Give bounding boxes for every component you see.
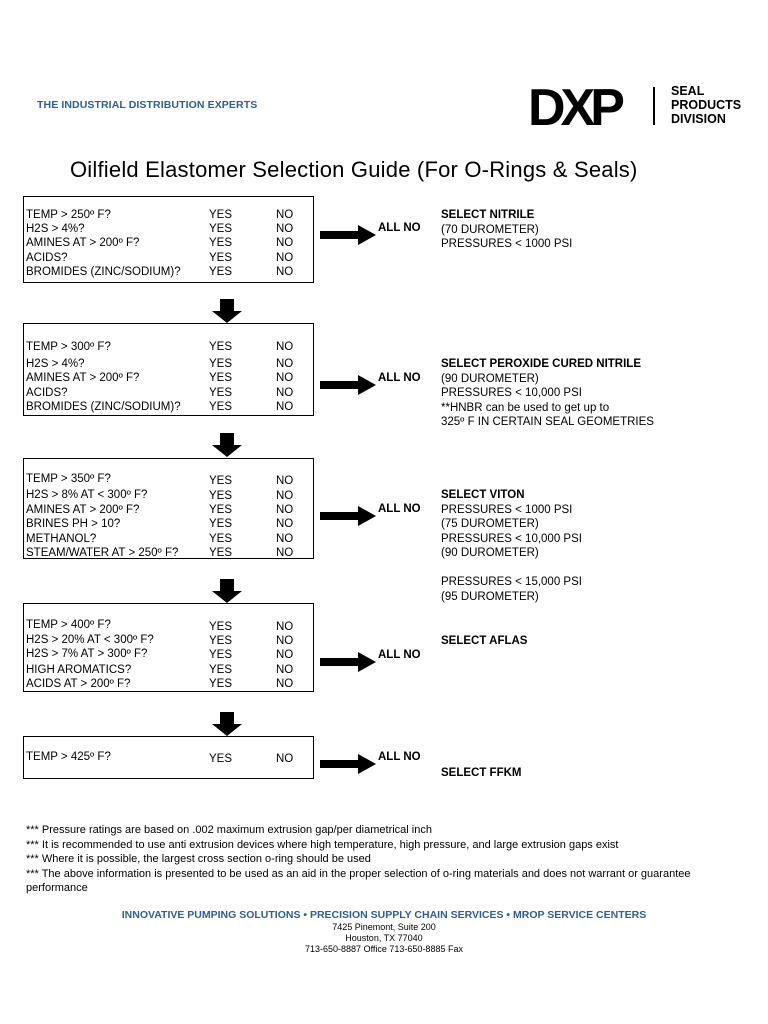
result-line: PRESSURES < 10,000 PSI <box>441 387 582 399</box>
all-no-label: ALL NO <box>378 222 421 234</box>
down-arrow-icon <box>212 579 242 603</box>
all-no-label: ALL NO <box>378 372 421 384</box>
all-no-label: ALL NO <box>378 503 421 515</box>
result-line: PRESSURES < 1000 PSI <box>441 238 573 250</box>
result-block-1 <box>441 208 572 252</box>
result-line: PRESSURES < 15,000 PSI <box>441 576 582 588</box>
logo-division <box>671 84 741 126</box>
down-arrow-icon <box>212 433 242 457</box>
tagline: THE INDUSTRIAL DISTRIBUTION EXPERTS <box>37 99 258 111</box>
result-line: (95 DUROMETER) <box>441 590 539 603</box>
right-arrow-icon <box>320 754 376 774</box>
result-heading: SELECT VITON <box>441 489 525 501</box>
page-title: Oilfield Elastomer Selection Guide (For O-Rings & Seals) <box>70 157 638 182</box>
all-no-label: ALL NO <box>378 751 421 763</box>
logo-divider <box>653 87 655 125</box>
result-line: (90 DUROMETER) <box>441 372 539 385</box>
result-line: **HNBR can be used to get up to <box>441 401 610 414</box>
phone-line: 713-650-8887 Office 713-650-8885 Fax <box>305 944 463 954</box>
down-arrow-icon <box>212 712 242 736</box>
note: *** The above information is presented to be used as an aid in the proper selection of o-ring materials and does not warrant or guarantee performance <box>26 867 691 895</box>
result-line: PRESSURES < 10,000 PSI <box>441 532 582 545</box>
logo-wordmark: DXP <box>528 79 620 137</box>
note: *** Pressure ratings are based on .002 maximum extrusion gap/per diametrical inch <box>26 824 432 836</box>
division-line: PRODUCTS <box>671 98 742 112</box>
footer-contact <box>0 922 768 955</box>
result-line: 325º F IN CERTAIN SEAL GEOMETRIES <box>441 416 654 428</box>
result-line: (70 DUROMETER) <box>441 223 539 236</box>
result-heading: SELECT NITRILE <box>441 209 535 221</box>
footer-services: INNOVATIVE PUMPING SOLUTIONS • PRECISION SUPPLY CHAIN SERVICES • MROP SERVICE CENTERS <box>121 909 647 921</box>
dxp-logo <box>528 79 743 137</box>
result-block-3 <box>441 488 582 604</box>
result-heading: SELECT FFKM <box>441 767 522 779</box>
all-no-label: ALL NO <box>378 649 421 661</box>
note: *** Where it is possible, the largest cross section o-ring should be used <box>26 853 371 866</box>
result-block-4 <box>441 634 527 649</box>
footnotes <box>26 823 716 896</box>
right-arrow-icon <box>320 375 376 395</box>
note: *** It is recommended to use anti extrusion devices where high temperature, high pressure, and large extrusion gaps exist <box>26 838 619 851</box>
result-line <box>441 561 582 576</box>
result-heading: SELECT PEROXIDE CURED NITRILE <box>441 358 641 370</box>
down-arrow-icon <box>212 299 242 323</box>
right-arrow-icon <box>320 506 376 526</box>
result-block-2 <box>441 357 654 430</box>
result-block-5 <box>441 766 522 781</box>
division-line: SEAL <box>671 84 705 98</box>
right-arrow-icon <box>320 652 376 672</box>
result-heading: SELECT AFLAS <box>441 635 528 647</box>
result-line: PRESSURES < 1000 PSI <box>441 503 573 516</box>
right-arrow-icon <box>320 225 376 245</box>
result-line: (75 DUROMETER) <box>441 518 539 530</box>
address-line: 7425 Pinemont, Suite 200 <box>332 922 436 932</box>
address-line: Houston, TX 77040 <box>345 933 423 943</box>
division-line: DIVISION <box>671 112 726 126</box>
result-line: (90 DUROMETER) <box>441 547 539 559</box>
